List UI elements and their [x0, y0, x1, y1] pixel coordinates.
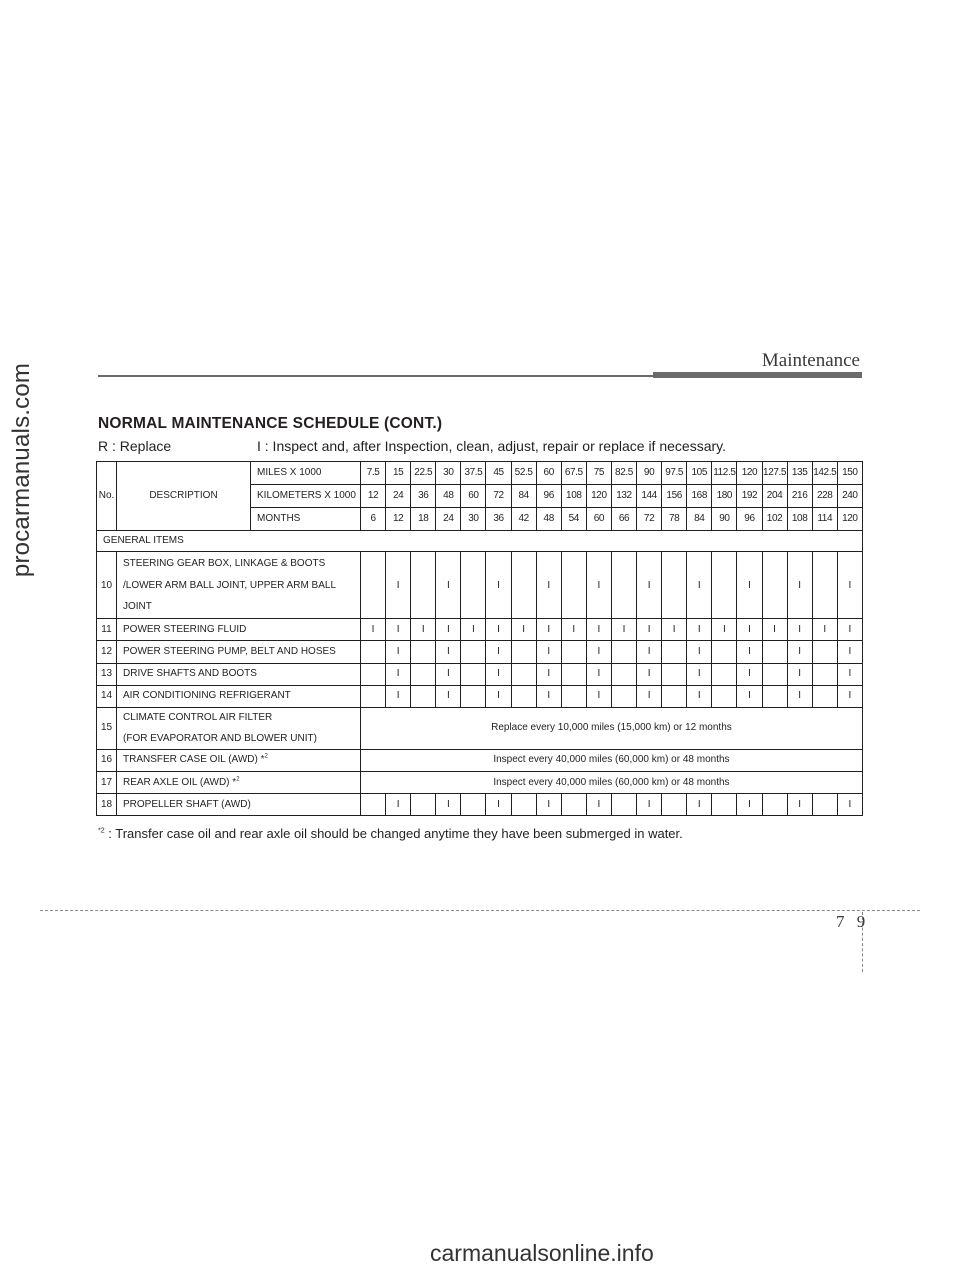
schedule-mark [361, 685, 386, 707]
schedule-mark: I [812, 619, 837, 641]
interval-value: 127.5 [762, 462, 787, 485]
interval-value: 180 [712, 485, 737, 508]
interval-value: 90 [637, 462, 662, 485]
interval-value: 12 [361, 485, 386, 508]
schedule-mark: I [486, 641, 511, 663]
schedule-mark: I [687, 641, 712, 663]
footnote-reference: 2 [236, 776, 240, 783]
interval-value: 120 [737, 462, 762, 485]
item-number: 12 [97, 641, 117, 663]
schedule-mark: I [436, 641, 461, 663]
schedule-mark [511, 663, 536, 685]
interval-value: 96 [737, 508, 762, 531]
item-description-line: (FOR EVAPORATOR AND BLOWER UNIT) [123, 733, 317, 745]
schedule-mark: I [411, 619, 436, 641]
schedule-mark [662, 685, 687, 707]
table-row [97, 462, 863, 485]
interval-value: 30 [461, 508, 486, 531]
schedule-mark: I [586, 663, 611, 685]
item-description-lines [123, 668, 360, 680]
schedule-mark: I [436, 663, 461, 685]
schedule-mark [611, 663, 636, 685]
interval-value: 24 [386, 485, 411, 508]
interval-label: MILES X 1000 [251, 462, 361, 485]
schedule-mark [812, 552, 837, 619]
interval-value: 144 [637, 485, 662, 508]
item-description-lines [123, 690, 360, 702]
schedule-mark: I [386, 619, 411, 641]
schedule-mark [812, 685, 837, 707]
schedule-mark: I [712, 619, 737, 641]
interval-value: 48 [436, 485, 461, 508]
table-row [97, 793, 863, 815]
interval-value: 67.5 [561, 462, 586, 485]
item-description [117, 685, 361, 707]
footnote-reference: 2 [264, 754, 268, 761]
schedule-mark: I [536, 793, 561, 815]
interval-value: 12 [386, 508, 411, 531]
schedule-mark: I [536, 663, 561, 685]
item-number: 15 [97, 707, 117, 749]
schedule-mark [712, 663, 737, 685]
schedule-mark: I [386, 663, 411, 685]
item-description-line: AIR CONDITIONING REFRIGERANT [123, 690, 291, 702]
interval-value: 108 [561, 485, 586, 508]
table-row [97, 619, 863, 641]
item-description-line: DRIVE SHAFTS AND BOOTS [123, 668, 257, 680]
schedule-mark [662, 663, 687, 685]
watermark-bottom: carmanualsonline.info [430, 1240, 654, 1266]
item-description-line [123, 777, 360, 789]
legend-replace: R : Replace [98, 438, 172, 454]
interval-value: 36 [486, 508, 511, 531]
schedule-mark [361, 793, 386, 815]
interval-value: 114 [812, 508, 837, 531]
interval-value: 112.5 [712, 462, 737, 485]
table-row [97, 663, 863, 685]
item-number: 17 [97, 771, 117, 793]
interval-value: 82.5 [611, 462, 636, 485]
schedule-mark [611, 552, 636, 619]
schedule-mark [361, 663, 386, 685]
item-number: 16 [97, 749, 117, 771]
schedule-mark: I [536, 552, 561, 619]
page-divider [40, 910, 920, 911]
interval-value: 72 [486, 485, 511, 508]
schedule-mark: I [586, 641, 611, 663]
item-description-lines [123, 777, 360, 789]
item-description-line: PROPELLER SHAFT (AWD) [123, 798, 251, 810]
schedule-mark: I [837, 663, 862, 685]
item-number: 10 [97, 552, 117, 619]
table-row [97, 641, 863, 663]
item-description-lines [123, 754, 360, 766]
schedule-mark: I [687, 685, 712, 707]
item-description-line: /LOWER ARM BALL JOINT, UPPER ARM BALL [123, 579, 337, 591]
interval-value: 108 [787, 508, 812, 531]
watermark-left-text: procarmanuals.com [8, 362, 35, 578]
schedule-mark: I [461, 619, 486, 641]
interval-value: 24 [436, 508, 461, 531]
schedule-mark [411, 641, 436, 663]
item-description-line: POWER STEERING FLUID [123, 624, 247, 636]
schedule-mark [611, 641, 636, 663]
schedule-mark [762, 793, 787, 815]
interval-value: 78 [662, 508, 687, 531]
table-row [97, 685, 863, 707]
interval-value: 18 [411, 508, 436, 531]
interval-value: 37.5 [461, 462, 486, 485]
schedule-mark: I [637, 663, 662, 685]
item-description-text: TRANSFER CASE OIL (AWD) * [123, 754, 265, 766]
schedule-mark: I [586, 552, 611, 619]
schedule-mark: I [787, 552, 812, 619]
interval-value: 48 [536, 508, 561, 531]
interval-notice: Inspect every 40,000 miles (60,000 km) or 48 months [361, 771, 863, 793]
schedule-mark: I [386, 685, 411, 707]
item-description-text: REAR AXLE OIL (AWD) * [123, 776, 237, 788]
section-title: Maintenance [761, 350, 860, 371]
schedule-mark [812, 641, 837, 663]
interval-value: 156 [662, 485, 687, 508]
col-header-description: DESCRIPTION [117, 462, 251, 531]
interval-value: 90 [712, 508, 737, 531]
interval-value: 15 [386, 462, 411, 485]
schedule-mark [561, 552, 586, 619]
interval-label: KILOMETERS X 1000 [251, 485, 361, 508]
item-description-line [123, 754, 360, 766]
schedule-mark: I [486, 619, 511, 641]
schedule-mark: I [687, 619, 712, 641]
schedule-mark [662, 641, 687, 663]
interval-value: 36 [411, 485, 436, 508]
schedule-mark: I [486, 552, 511, 619]
interval-value: 22.5 [411, 462, 436, 485]
interval-value: 84 [511, 485, 536, 508]
schedule-mark: I [837, 685, 862, 707]
header-rule-thin [98, 375, 653, 377]
schedule-mark: I [436, 552, 461, 619]
schedule-mark: I [536, 641, 561, 663]
interval-value: 30 [436, 462, 461, 485]
interval-value: 240 [837, 485, 862, 508]
schedule-mark: I [737, 619, 762, 641]
schedule-mark [411, 793, 436, 815]
item-description-lines [123, 558, 360, 613]
interval-value: 192 [737, 485, 762, 508]
interval-value: 132 [611, 485, 636, 508]
interval-value: 142.5 [812, 462, 837, 485]
interval-value: 84 [687, 508, 712, 531]
watermark-left [2, 330, 42, 610]
schedule-mark [461, 552, 486, 619]
schedule-mark [561, 793, 586, 815]
interval-value: 7.5 [361, 462, 386, 485]
item-description [117, 749, 361, 771]
item-description [117, 793, 361, 815]
schedule-heading: NORMAL MAINTENANCE SCHEDULE (CONT.) [98, 415, 443, 432]
interval-value: 135 [787, 462, 812, 485]
schedule-mark: I [511, 619, 536, 641]
schedule-mark: I [687, 552, 712, 619]
interval-label: MONTHS [251, 508, 361, 531]
schedule-mark [411, 663, 436, 685]
schedule-mark [511, 685, 536, 707]
schedule-mark: I [637, 619, 662, 641]
maintenance-schedule-table [96, 461, 863, 816]
schedule-mark: I [637, 685, 662, 707]
schedule-mark: I [662, 619, 687, 641]
schedule-mark [461, 641, 486, 663]
schedule-mark: I [737, 685, 762, 707]
header-rule-thick [653, 372, 862, 378]
item-number: 11 [97, 619, 117, 641]
schedule-mark [511, 552, 536, 619]
interval-value: 75 [586, 462, 611, 485]
page-number: 7 9 [836, 912, 870, 931]
interval-value: 42 [511, 508, 536, 531]
schedule-mark: I [687, 793, 712, 815]
schedule-mark: I [737, 663, 762, 685]
interval-value: 204 [762, 485, 787, 508]
schedule-mark [762, 685, 787, 707]
schedule-mark: I [386, 552, 411, 619]
interval-value: 228 [812, 485, 837, 508]
item-description-lines [123, 799, 360, 811]
interval-value: 150 [837, 462, 862, 485]
interval-value: 168 [687, 485, 712, 508]
schedule-mark: I [586, 685, 611, 707]
schedule-mark: I [762, 619, 787, 641]
item-description [117, 641, 361, 663]
schedule-mark [411, 552, 436, 619]
schedule-mark: I [787, 685, 812, 707]
table-row [97, 552, 863, 619]
interval-value: 120 [837, 508, 862, 531]
schedule-mark: I [837, 641, 862, 663]
schedule-mark: I [536, 619, 561, 641]
schedule-mark: I [486, 793, 511, 815]
item-description-line: POWER STEERING PUMP, BELT AND HOSES [123, 646, 336, 658]
item-number: 14 [97, 685, 117, 707]
item-number: 13 [97, 663, 117, 685]
table-row [97, 531, 863, 552]
schedule-mark: I [361, 619, 386, 641]
interval-value: 96 [536, 485, 561, 508]
schedule-mark: I [436, 793, 461, 815]
schedule-mark [712, 685, 737, 707]
schedule-mark: I [486, 685, 511, 707]
interval-value: 60 [461, 485, 486, 508]
interval-notice: Inspect every 40,000 miles (60,000 km) or 48 months [361, 749, 863, 771]
schedule-mark: I [637, 641, 662, 663]
interval-value: 54 [561, 508, 586, 531]
table-row [97, 771, 863, 793]
footnote-mark: *2 [98, 827, 105, 835]
schedule-mark: I [436, 619, 461, 641]
item-description-lines [123, 624, 360, 636]
item-description-line: JOINT [123, 601, 152, 613]
schedule-mark [561, 685, 586, 707]
schedule-mark [461, 663, 486, 685]
schedule-mark [762, 641, 787, 663]
schedule-mark [611, 793, 636, 815]
schedule-mark [662, 793, 687, 815]
schedule-mark: I [561, 619, 586, 641]
interval-value: 60 [586, 508, 611, 531]
schedule-mark [611, 685, 636, 707]
schedule-mark [812, 663, 837, 685]
schedule-mark: I [436, 685, 461, 707]
item-description-lines [123, 712, 360, 745]
schedule-mark: I [787, 641, 812, 663]
item-description [117, 619, 361, 641]
schedule-mark: I [737, 641, 762, 663]
schedule-mark: I [787, 793, 812, 815]
item-description-lines [123, 646, 360, 658]
item-description [117, 663, 361, 685]
schedule-mark: I [386, 793, 411, 815]
item-description [117, 552, 361, 619]
schedule-mark: I [687, 663, 712, 685]
schedule-mark [561, 663, 586, 685]
schedule-mark: I [486, 663, 511, 685]
item-description-line: CLIMATE CONTROL AIR FILTER [123, 711, 273, 723]
legend-inspect: I : Inspect and, after Inspection, clean, adjust, repair or replace if necessary. [257, 438, 726, 454]
interval-notice: Replace every 10,000 miles (15,000 km) or 12 months [361, 707, 863, 749]
schedule-mark [361, 552, 386, 619]
item-description [117, 707, 361, 749]
table-row [97, 707, 863, 749]
schedule-mark: I [586, 619, 611, 641]
schedule-mark [662, 552, 687, 619]
interval-value: 66 [611, 508, 636, 531]
schedule-mark [712, 641, 737, 663]
schedule-mark [561, 641, 586, 663]
interval-value: 52.5 [511, 462, 536, 485]
interval-value: 6 [361, 508, 386, 531]
schedule-mark: I [637, 793, 662, 815]
interval-value: 120 [586, 485, 611, 508]
schedule-mark: I [637, 552, 662, 619]
schedule-mark [712, 552, 737, 619]
schedule-mark: I [386, 641, 411, 663]
schedule-mark [411, 685, 436, 707]
schedule-mark [511, 793, 536, 815]
schedule-mark [511, 641, 536, 663]
interval-value: 105 [687, 462, 712, 485]
interval-value: 97.5 [662, 462, 687, 485]
schedule-mark: I [837, 619, 862, 641]
schedule-mark: I [586, 793, 611, 815]
schedule-mark [812, 793, 837, 815]
interval-value: 72 [637, 508, 662, 531]
item-number: 18 [97, 793, 117, 815]
schedule-mark: I [837, 552, 862, 619]
schedule-mark [461, 793, 486, 815]
table-row [97, 749, 863, 771]
item-description [117, 771, 361, 793]
schedule-mark: I [737, 552, 762, 619]
col-header-no: No. [97, 462, 117, 531]
schedule-mark [461, 685, 486, 707]
schedule-mark [762, 552, 787, 619]
schedule-mark [361, 641, 386, 663]
schedule-mark: I [787, 663, 812, 685]
general-items-label: GENERAL ITEMS [97, 531, 863, 552]
item-description-line: STEERING GEAR BOX, LINKAGE & BOOTS [123, 558, 326, 570]
interval-value: 45 [486, 462, 511, 485]
schedule-mark [712, 793, 737, 815]
schedule-mark: I [837, 793, 862, 815]
schedule-mark: I [536, 685, 561, 707]
schedule-mark: I [787, 619, 812, 641]
schedule-mark [762, 663, 787, 685]
schedule-mark: I [611, 619, 636, 641]
footnote-text: : Transfer case oil and rear axle oil should be changed anytime they have been submerged in water. [108, 826, 683, 841]
interval-value: 102 [762, 508, 787, 531]
footnote [98, 826, 683, 841]
schedule-mark: I [737, 793, 762, 815]
interval-value: 60 [536, 462, 561, 485]
interval-value: 216 [787, 485, 812, 508]
